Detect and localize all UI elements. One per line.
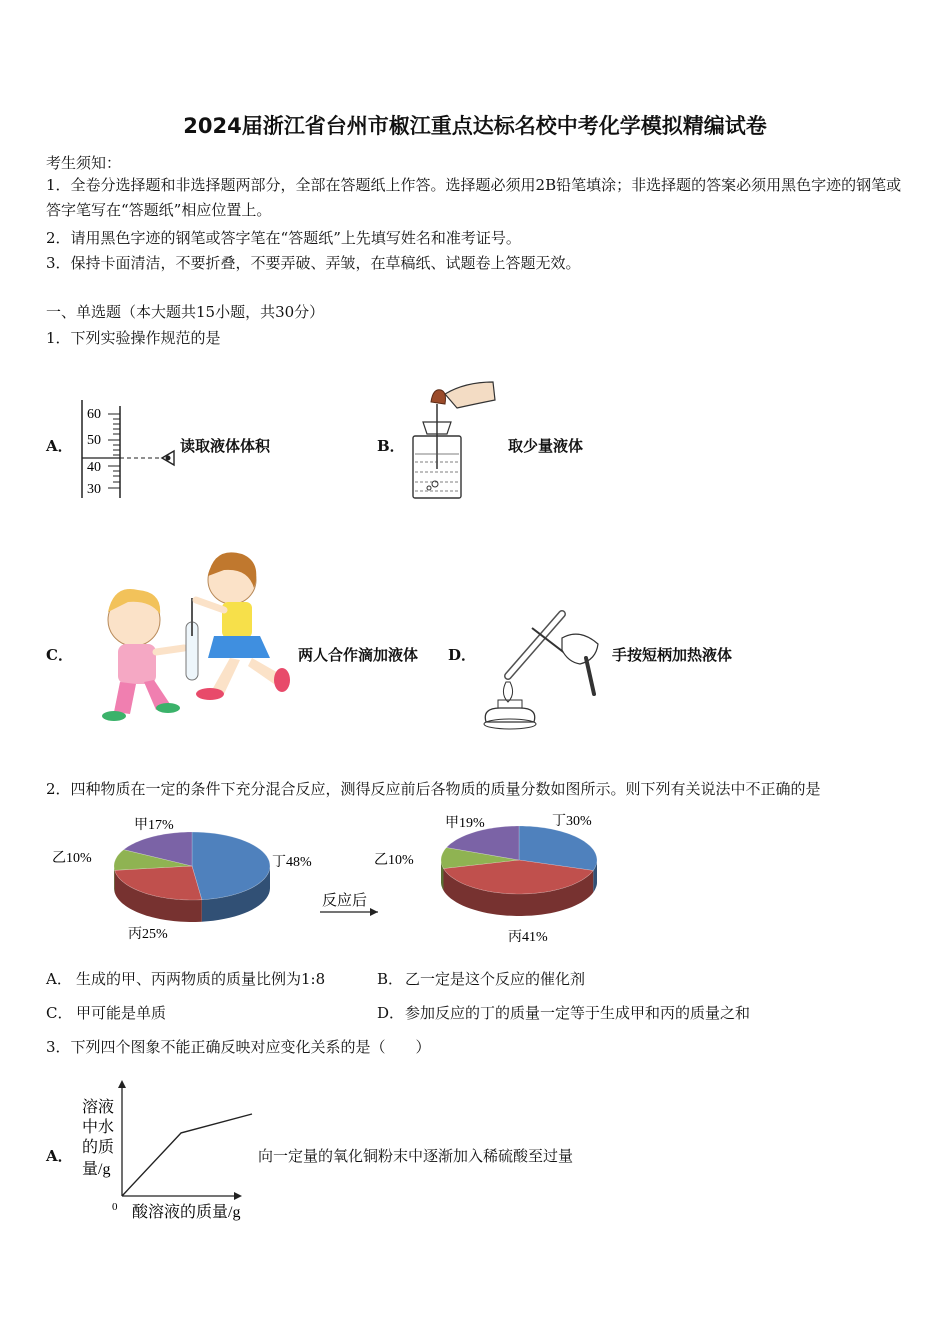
option-letter: A． bbox=[46, 1147, 73, 1165]
children-dropping-liquid-figure bbox=[84, 540, 294, 730]
pie-chart-before bbox=[114, 832, 270, 922]
option-text: 读取液体体积 bbox=[180, 437, 271, 455]
cylinder-tick-label: 40 bbox=[87, 460, 101, 475]
y-axis-label: 中水 bbox=[82, 1119, 115, 1136]
pie-label: 乙10% bbox=[374, 853, 414, 868]
y-axis-label: 溶液 bbox=[82, 1099, 115, 1116]
option-text: 生成的甲、丙两物质的质量比例为1:8 bbox=[76, 970, 326, 988]
question-3-stem: 3．下列四个图象不能正确反映对应变化关系的是（ ） bbox=[46, 1038, 431, 1056]
heating-test-tube-figure bbox=[470, 598, 605, 738]
option-letter: A． bbox=[46, 437, 73, 455]
pie-charts-figure bbox=[46, 806, 626, 956]
option-letter: C． bbox=[46, 646, 73, 664]
option-letter: D． bbox=[448, 646, 477, 664]
pie-label: 甲19% bbox=[445, 816, 485, 831]
option-text: 乙一定是这个反应的催化剂 bbox=[405, 970, 586, 988]
graduated-cylinder-figure bbox=[70, 398, 180, 503]
option-text: 两人合作滴加液体 bbox=[298, 646, 419, 664]
cylinder-tick-label: 30 bbox=[87, 482, 101, 497]
reaction-arrow-label: 反应后 bbox=[322, 893, 368, 909]
question-1-stem: 1．下列实验操作规范的是 bbox=[46, 329, 221, 347]
y-axis-label: 量/g bbox=[82, 1161, 111, 1178]
x-axis-label: 酸溶液的质量/g bbox=[132, 1204, 241, 1221]
question-2-stem: 2．四种物质在一定的条件下充分混合反应，测得反应前后各物质的质量分数如图所示。则下列有关说法中不正确的是 bbox=[46, 780, 821, 798]
pie-chart-after bbox=[441, 826, 597, 916]
option-letter: B． bbox=[377, 437, 405, 455]
option-text: 取少量液体 bbox=[508, 437, 584, 455]
option-letter: C． bbox=[46, 1004, 73, 1022]
option-text: 甲可能是单质 bbox=[76, 1004, 167, 1022]
option-letter: A． bbox=[46, 970, 72, 988]
pie-label: 乙10% bbox=[52, 851, 92, 866]
pie-label: 丙41% bbox=[508, 930, 548, 945]
data-line bbox=[122, 1114, 252, 1196]
section-heading: 一、单选题（本大题共15小题，共30分） bbox=[46, 303, 325, 321]
notice-item: 2．请用黑色字迹的钢笔或答字笔在“答题纸”上先填写姓名和准考证号。 bbox=[46, 229, 521, 247]
eye-icon bbox=[162, 451, 174, 465]
pie-label: 丁30% bbox=[552, 814, 592, 829]
cylinder-tick-label: 50 bbox=[87, 433, 101, 448]
notice-item: 1．全卷分选择题和非选择题两部分，全部在答题纸上作答。选择题必须用2B铅笔填涂；非选择题的答案必须用黑色字迹的钢笔或答字笔写在“答题纸”相应位置上。 bbox=[46, 176, 902, 219]
option-text: 向一定量的氧化铜粉末中逐渐加入稀硫酸至过量 bbox=[258, 1147, 574, 1165]
notice-item: 3．保持卡面清洁，不要折叠，不要弄破、弄皱，在草稿纸、试题卷上答题无效。 bbox=[46, 254, 581, 272]
option-letter: B． bbox=[377, 970, 404, 988]
option-text: 手按短柄加热液体 bbox=[612, 646, 733, 664]
pie-label: 甲17% bbox=[134, 818, 174, 833]
option-text: 参加反应的丁的质量一定等于生成甲和丙的质量之和 bbox=[405, 1004, 751, 1022]
option-letter: D． bbox=[377, 1004, 405, 1022]
pie-label: 丙25% bbox=[128, 927, 168, 942]
page-title: 2024届浙江省台州市椒江重点达标名校中考化学模拟精编试卷 bbox=[183, 114, 767, 138]
dropper-bottle-figure bbox=[405, 374, 500, 504]
cylinder-tick-label: 60 bbox=[87, 407, 101, 422]
pie-label: 丁48% bbox=[272, 855, 312, 870]
notice-heading: 考生须知： bbox=[46, 154, 122, 172]
line-graph-figure bbox=[76, 1076, 256, 1224]
y-axis-label: 的质 bbox=[82, 1139, 115, 1156]
origin-label: 0 bbox=[112, 1201, 118, 1213]
